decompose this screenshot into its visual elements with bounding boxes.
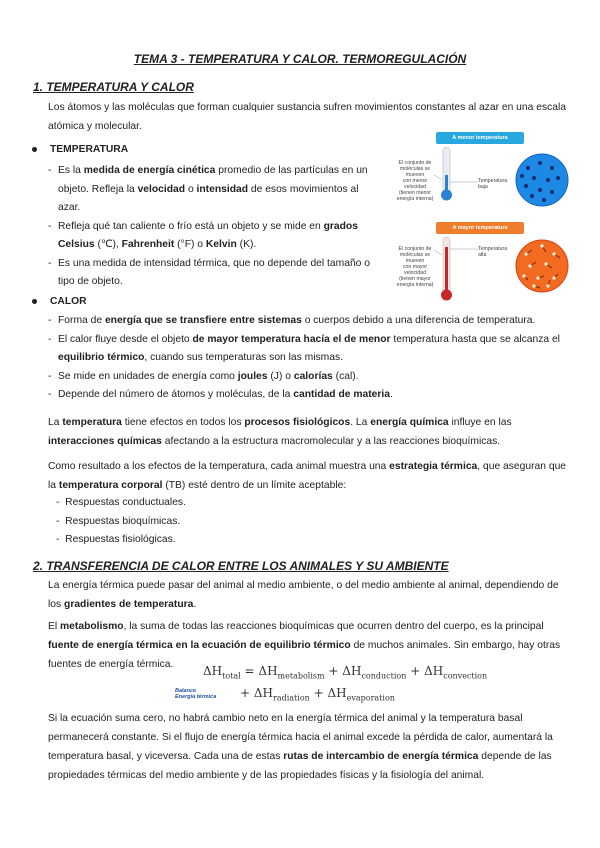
intro-line-1: Los átomos y las moléculas que forman cualquier sustancia sufren movimientos constantes al azar en una escala: [48, 102, 566, 113]
bullet-label: TEMPERATURA: [50, 144, 129, 155]
list-item-cont: Celsius (℃), Fahrenheit (°F) o Kelvin (K).: [58, 239, 257, 250]
section-2-heading: 2. TRANSFERENCIA DE CALOR ENTRE LOS ANIMALES Y SU AMBIENTE: [33, 559, 449, 573]
particles-cold-icon: [516, 154, 568, 206]
calor-list: [48, 312, 578, 405]
bullet-temperatura: [32, 144, 128, 155]
bullet-calor: [32, 296, 87, 307]
list-item: - Respuestas conductuales.: [56, 497, 186, 508]
list-item: - Respuestas bioquímicas.: [56, 515, 181, 527]
figure-label-cold: A menor temperatura: [436, 132, 524, 144]
figure-thermo-cold-label: Temperatura baja: [478, 178, 508, 190]
temp-list: [48, 162, 388, 292]
list-item-cont: equilibrio térmico, cuando sus temperaturas son las mismas.: [58, 352, 343, 363]
list-item: - El calor fluye desde el objeto de mayor temperatura hacía el de menor temperatura hasta que se alcanza el: [48, 333, 560, 345]
list-item: - Forma de energía que se transfiere entre sistemas o cuerpos debido a una diferencia de temperatura.: [48, 315, 536, 326]
thermometer-hot-icon: [434, 237, 478, 301]
intro-line-2: atómica y molecular.: [48, 121, 142, 132]
thermometer-cold-icon: [434, 147, 478, 201]
list-item-cont: objeto. Refleja la velocidad o intensidad de esos movimientos al: [58, 183, 359, 195]
paragraph-metabolism: El metabolismo, la suma de todas las reacciones bioquímicas que ocurren dentro del cuerpo, es la principal fuente de energía térmica en la ecuación de equilibrio térmico de muchos animales. Sin embargo, hay otras fuentes de energía térmica.: [48, 621, 561, 670]
list-item: - Se mide en unidades de energía como joules (J) o calorías (cal).: [48, 370, 359, 382]
list-item: - Respuestas fisiológicas.: [56, 534, 176, 545]
paragraph-equilibrium: Si la ecuación suma cero, no habrá cambio neto en la energía térmica del animal y la temperatura basal permanecerá constante. Si el flujo de energía térmica hacia el animal excede la pérdida de calor, aumentará la temperatura basal, y viceversa. Cada una de estas rutas de intercambio de energía térmica depende de las propiedades térmicas del medio ambiente y de las propiedades físicas y la fisiología del animal.: [48, 713, 553, 781]
list-item: - Depende del número de átomos y moléculas, de la cantidad de materia.: [48, 389, 393, 400]
responses-list: [56, 494, 186, 550]
page-title: TEMA 3 - TEMPERATURA Y CALOR. TERMOREGULACIÓN: [133, 52, 467, 66]
figure-thermo-hot-label: Temperatura alta: [478, 246, 508, 258]
bullet-label: CALOR: [50, 296, 87, 307]
figure-desc-hot: El conjunto de moléculas se mueven con mayor velocidad (tienen mayor energía interna): [396, 246, 434, 288]
list-item-cont: tipo de objeto.: [58, 276, 123, 287]
list-item: - Refleja qué tan caliente o frío está un objeto y se mide en grados: [48, 220, 358, 232]
paragraph-heat-transfer: La energía térmica puede pasar del animal al medio ambiente, o del medio ambiente al animal, dependiendo de los gradientes de temperatura.: [48, 580, 559, 610]
figure-label-hot: A mayor temperatura: [436, 222, 524, 234]
figure-desc-cold: El conjunto de moléculas se mueven con menor velocidad (tienen menor energía interna): [396, 160, 434, 202]
paragraph-thermal-strategy: Como resultado a los efectos de la temperatura, cada animal muestra una estrategia térmica, que aseguran que la temperatura corporal (TB) esté dentro de un límite aceptable:: [48, 461, 567, 491]
list-item-cont: azar.: [58, 202, 81, 213]
list-item: - Es una medida de intensidad térmica, que no depende del tamaño o: [48, 257, 370, 269]
list-item: - Es la medida de energía cinética promedio de las partículas en un: [48, 165, 368, 176]
equation-line-2: + $\Delta H_{radiation} + \Delta H_{evaporation}$: [240, 686, 395, 703]
paragraph-temperature-effects: La temperatura tiene efectos en todos los procesos fisiológicos. La energía química influye en las interacciones químicas afectando a la estructura macromolecular y a las reacciones bioquímicas.: [48, 417, 512, 447]
bullet-dot-icon: [32, 147, 37, 152]
section-1-heading: 1. TEMPERATURA Y CALOR: [33, 80, 194, 94]
bullet-dot-icon: [32, 299, 37, 304]
equation-line-1: $\Delta H_{total} = \Delta H_{metabolism} + \Delta H_{conduction} + \Delta H_{convection}$: [203, 664, 488, 681]
balance-label: Balance Energía térmica: [175, 688, 217, 700]
temperature-figure: [392, 130, 572, 305]
particles-hot-icon: [516, 240, 568, 292]
